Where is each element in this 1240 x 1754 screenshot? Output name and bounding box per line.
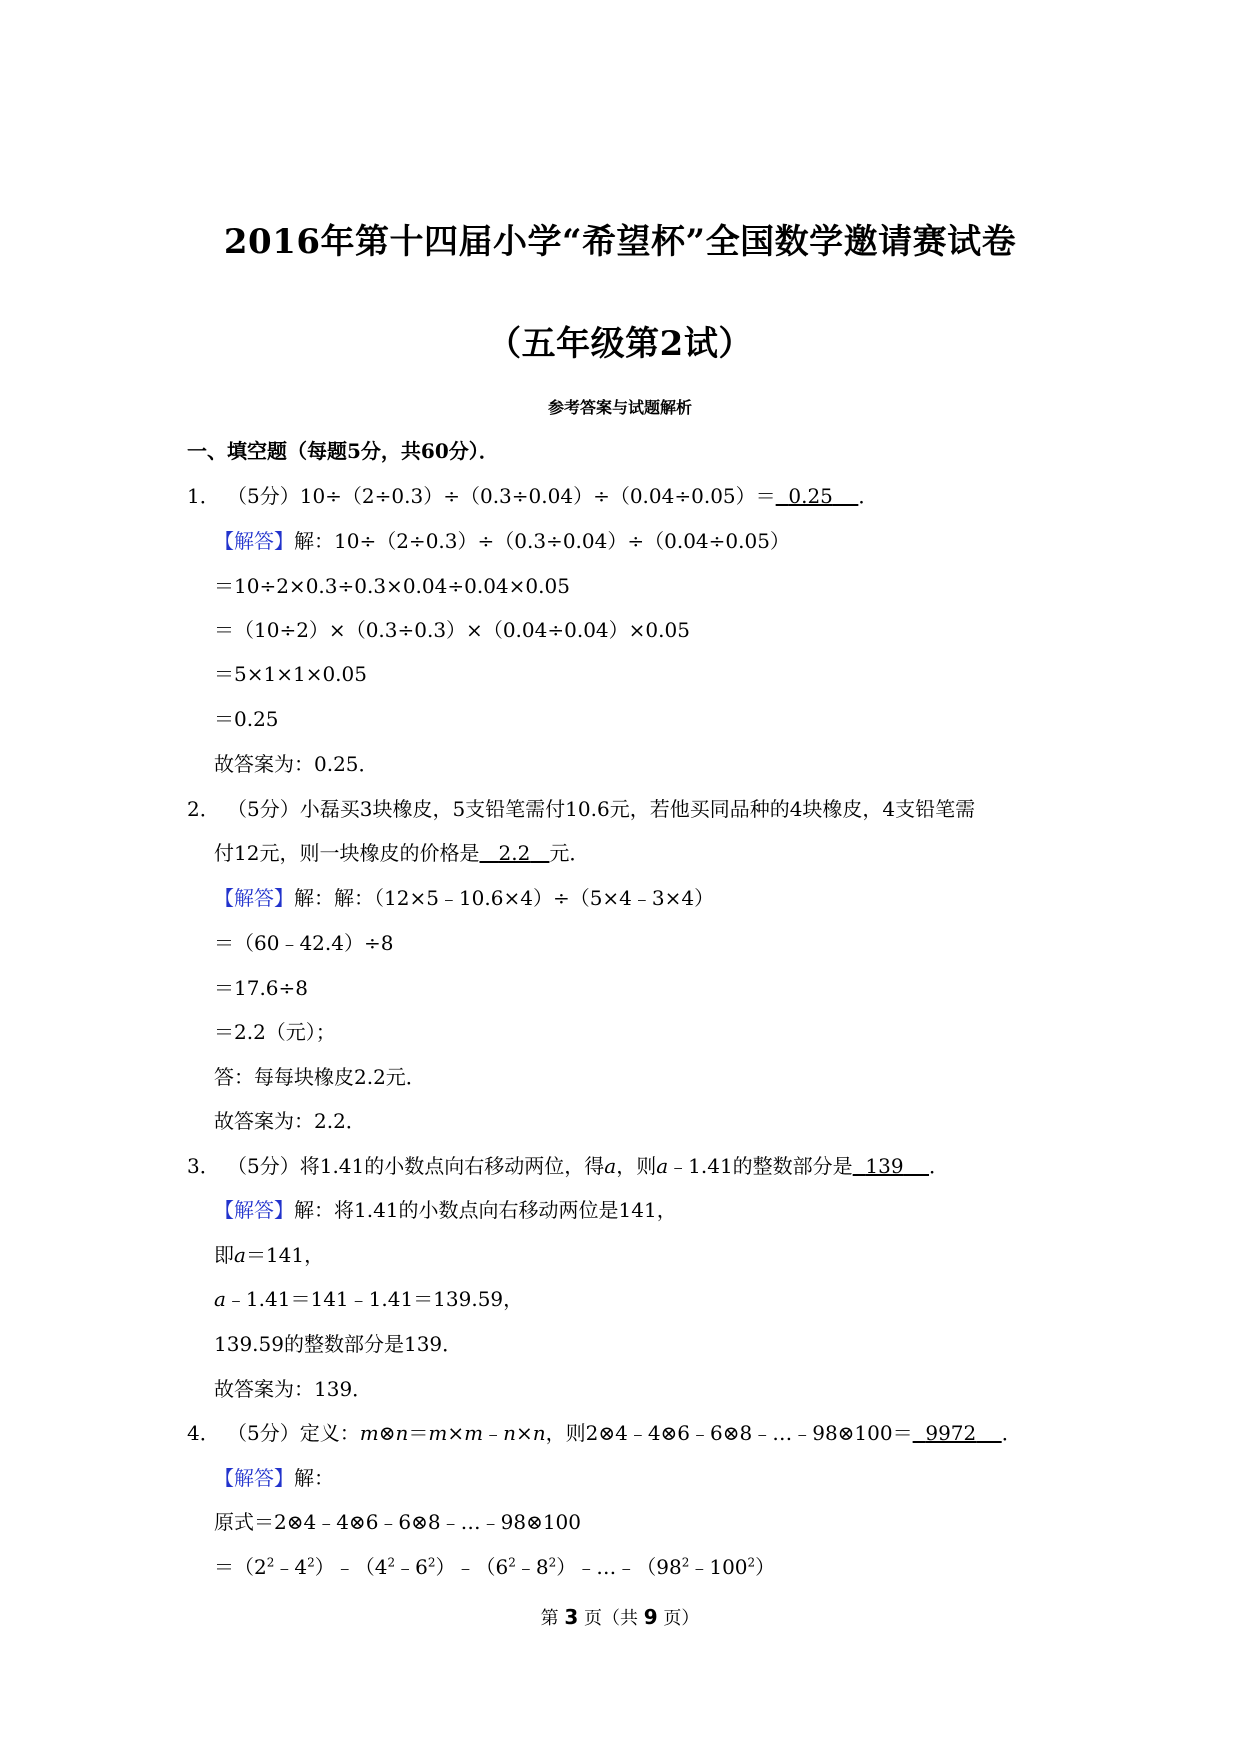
footer-text: 页）: [663, 1608, 700, 1629]
solution-text: 解：10÷（2÷0.3）÷（0.3÷0.04）÷（0.04÷0.05）: [294, 529, 790, 553]
exponent: 2: [681, 1555, 690, 1570]
solution-line: [214, 527, 790, 555]
solution-line: ＝（60﹣42.4）÷8: [214, 931, 394, 955]
question-stem-end: ．: [858, 484, 879, 508]
question-number: 2．: [187, 797, 220, 821]
page-number: 3: [564, 1605, 579, 1629]
question-4: [187, 1419, 1022, 1447]
question-stem-end: 元．: [549, 841, 590, 865]
question-stem: ﹣1.41的整数部分是: [668, 1154, 853, 1178]
exponent: 2: [266, 1555, 275, 1570]
solution-line: [214, 1553, 775, 1581]
exponent: 2: [747, 1555, 756, 1570]
question-stem: ，则: [616, 1154, 657, 1178]
expr-part: ＝（2: [214, 1555, 267, 1579]
solution-line: ＝17.6÷8: [214, 976, 309, 1000]
solution-text: ﹣1.41＝141﹣1.41＝139.59，: [225, 1287, 524, 1311]
solution-label: 【解答】: [214, 886, 294, 910]
variable-m: m: [359, 1421, 379, 1445]
variable-a: a: [234, 1243, 246, 1267]
exponent: 2: [548, 1555, 557, 1570]
expr-part: ﹣100: [689, 1555, 748, 1579]
question-number: 3．: [187, 1154, 220, 1178]
expr-part: ﹣8: [515, 1555, 549, 1579]
variable-a: a: [656, 1154, 669, 1178]
answer-blank: [479, 841, 549, 865]
operator: ×: [447, 1421, 465, 1445]
footer-text: 第: [540, 1608, 559, 1629]
footer-text: 页（共: [584, 1608, 638, 1629]
variable-m: m: [428, 1421, 448, 1445]
question-2-continued: [214, 839, 589, 867]
solution-line: [214, 1285, 523, 1313]
solution-text: 解：解：（12×5﹣10.6×4）÷（5×4﹣3×4）: [294, 886, 715, 910]
exponent: 2: [508, 1555, 516, 1570]
question-stem: 付12元，则一块橡皮的价格是: [214, 841, 480, 865]
question-2: [187, 795, 975, 823]
question-stem: （5分）10÷（2÷0.3）÷（0.3÷0.04）÷（0.04÷0.05）＝: [227, 484, 776, 508]
answer-value: 139: [865, 1154, 904, 1178]
solution-line: [214, 1196, 677, 1224]
expr-part: ﹣4: [274, 1555, 308, 1579]
variable-a: a: [214, 1287, 226, 1311]
answer-value: 9972: [925, 1421, 977, 1445]
answer-blank: [853, 1154, 929, 1178]
solution-conclusion: 故答案为：0.25．: [214, 752, 379, 776]
operator: ×: [515, 1421, 533, 1445]
solution-label: 【解答】: [214, 1466, 294, 1490]
question-stem: （5分）定义：: [227, 1421, 360, 1445]
question-stem: ，则2⊗4﹣4⊗6﹣6⊗8﹣…﹣98⊗100＝: [545, 1421, 913, 1445]
solution-line: [214, 884, 714, 912]
variable-n: n: [395, 1421, 409, 1445]
exponent: 2: [427, 1555, 436, 1570]
solution-conclusion: 故答案为：139．: [214, 1377, 373, 1401]
section-heading: 一、填空题（每题5分，共60分）．: [187, 439, 499, 463]
variable-n: n: [503, 1421, 516, 1445]
question-number: 4．: [187, 1421, 220, 1445]
solution-text: 解：将1.41的小数点向右移动两位是141，: [294, 1198, 677, 1222]
expr-part: ）﹣（4: [314, 1555, 388, 1579]
solution-line: ＝0.25: [214, 707, 279, 731]
variable-a: a: [604, 1154, 617, 1178]
solution-text: 即: [214, 1243, 234, 1267]
answer-blank: [776, 484, 859, 508]
expr-part: ）﹣（6: [435, 1555, 509, 1579]
expr-part: ）﹣…﹣（98: [556, 1555, 682, 1579]
exponent: 2: [307, 1555, 315, 1570]
solution-line: ＝2.2（元）；: [214, 1020, 336, 1044]
solution-line: [214, 1464, 334, 1492]
question-stem: （5分）将1.41的小数点向右移动两位，得: [227, 1154, 605, 1178]
solution-label: 【解答】: [214, 1198, 294, 1222]
solution-label: 【解答】: [214, 529, 294, 553]
solution-text: ＝141，: [245, 1243, 325, 1267]
solution-text: 解：: [294, 1466, 334, 1490]
solution-line: ＝5×1×1×0.05: [214, 662, 367, 686]
variable-m: m: [464, 1421, 484, 1445]
question-1: [187, 482, 878, 510]
solution-line: 139.59的整数部分是139．: [214, 1332, 463, 1356]
answer-key-heading: 参考答案与试题解析: [547, 398, 692, 417]
expr-part: ）: [755, 1555, 776, 1579]
solution-conclusion: 故答案为：2.2．: [214, 1109, 366, 1133]
variable-n: n: [532, 1421, 546, 1445]
solution-line: ＝10÷2×0.3÷0.3×0.04÷0.04×0.05: [214, 574, 570, 598]
page-title: 2016年第十四届小学“希望杯”全国数学邀请赛试卷: [223, 222, 1017, 262]
question-3: [187, 1152, 949, 1180]
solution-line: ＝（10÷2）×（0.3÷0.3）×（0.04÷0.04）×0.05: [214, 618, 690, 642]
expr-part: ﹣6: [395, 1555, 428, 1579]
exponent: 2: [387, 1555, 396, 1570]
page-subtitle-grade: （五年级第2试）: [487, 324, 753, 364]
solution-line: 原式＝2⊗4﹣4⊗6﹣6⊗8﹣…﹣98⊗100: [214, 1510, 582, 1534]
answer-value: 2.2: [498, 841, 531, 865]
answer-value: 0.25: [788, 484, 833, 508]
question-stem-end: ．: [929, 1154, 950, 1178]
operator: ﹣: [483, 1421, 504, 1445]
total-pages: 9: [643, 1605, 658, 1629]
operator: ＝: [408, 1421, 429, 1445]
solution-line: 答：每每块橡皮2.2元．: [214, 1065, 426, 1089]
answer-blank: [913, 1421, 1002, 1445]
question-number: 1．: [187, 484, 220, 508]
solution-line: [214, 1241, 324, 1269]
question-stem: （5分）小磊买3块橡皮，5支铅笔需付10.6元，若他买同品种的4块橡皮，4支铅笔需: [227, 797, 976, 821]
question-stem-end: ．: [1001, 1421, 1022, 1445]
page-footer: [0, 1604, 1240, 1630]
operator: ⊗: [378, 1421, 396, 1445]
